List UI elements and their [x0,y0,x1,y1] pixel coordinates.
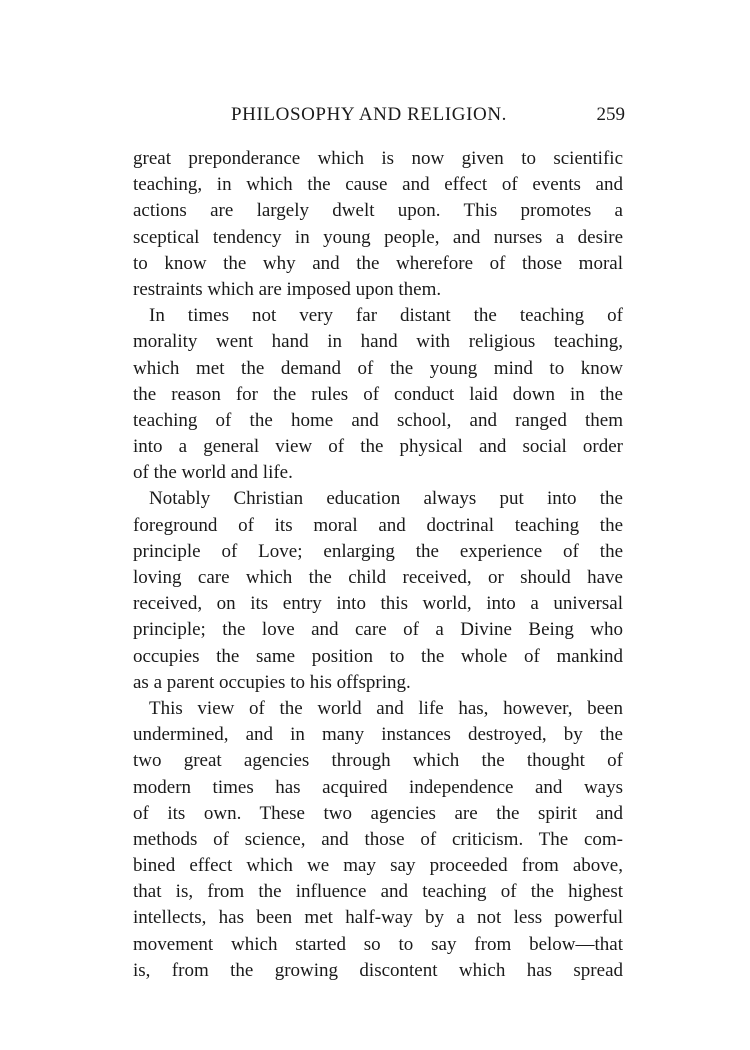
text-line: which met the demand of the young mind to know [133,357,623,379]
text-line: actions are largely dwelt upon. This promotes a [133,200,623,222]
text-line: received, on its entry into this world, into a universal [133,593,623,615]
text-line: In times not very far distant the teaching of [149,305,623,327]
text-line: to know the why and the wherefore of those moral [133,252,623,274]
text-line: teaching of the home and school, and ranged them [133,409,623,431]
text-line: morality went hand in hand with religious teaching, [133,331,623,353]
text-line: teaching, in which the cause and effect of events and [133,174,623,196]
page-number: 259 [596,104,625,125]
text-line: principle; the love and care of a Divine Being who [133,619,623,641]
text-line: undermined, and in many instances destroyed, by the [133,724,623,746]
text-line: that is, from the influence and teaching of the highest [133,881,623,903]
text-line: two great agencies through which the thought of [133,750,623,772]
text-line: bined effect which we may say proceeded from above, [133,855,623,877]
text-line: methods of science, and those of criticism. The com- [133,828,623,850]
text-line: principle of Love; enlarging the experience of the [133,540,623,562]
running-head [133,104,625,130]
text-line: sceptical tendency in young people, and nurses a desire [133,226,623,248]
text-line: restraints which are imposed upon them. [133,278,442,300]
text-line: of its own. These two agencies are the spirit and [133,802,623,824]
text-line: into a general view of the physical and social order [133,436,623,458]
text-line: modern times has acquired independence and ways [133,776,623,798]
text-line: is, from the growing discontent which has spread [133,959,623,981]
text-line: loving care which the child received, or should have [133,567,623,588]
text-line: great preponderance which is now given to scientific [133,148,623,169]
text-line: movement which started so to say from below—that [133,933,623,955]
text-line: as a parent occupies to his offspring. [133,671,411,693]
text-line: intellects, has been met half-way by a not less powerful [133,907,623,929]
text-line: the reason for the rules of conduct laid down in the [133,383,623,405]
text-line: Notably Christian education always put into the [149,488,623,510]
text-line: foreground of its moral and doctrinal teaching the [133,514,623,536]
text-line: of the world and life. [133,462,293,484]
running-title: PHILOSOPHY AND RELIGION. [231,104,508,125]
text-line: This view of the world and life has, however, been [149,697,623,719]
body-text [133,146,623,984]
text-line: occupies the same position to the whole of mankind [133,645,623,667]
